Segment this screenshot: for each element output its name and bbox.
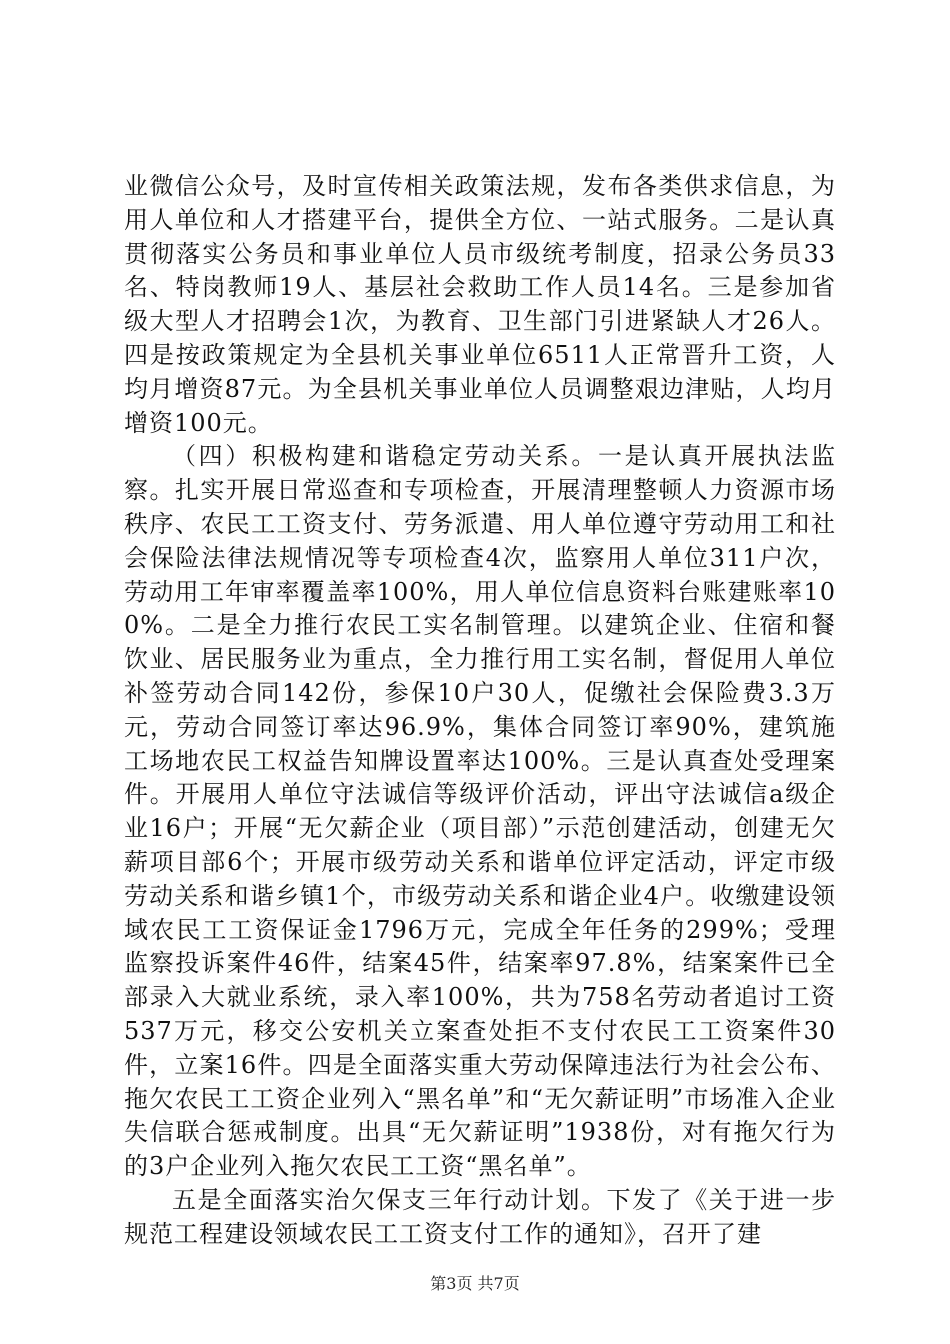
paragraph-labor-relations: （四）积极构建和谐稳定劳动关系。一是认真开展执法监察。扎实开展日常巡查和专项检查，开展清理整顿人力资源市场秩序、农民工工资支付、劳务派遣、用人单位遵守劳动用工和社会保险法律法规情况等专项检查4次，监察用人单位311户次，劳动用工年审率覆盖率100%，用人单位信息资料台账建账率100%。二是全力推行农民工实名制管理。以建筑企业、住宿和餐饮业、居民服务业为重点，全力推行用工实名制，督促用人单位补签劳动合同142份，参保10户30人，促缴社会保险费3.3万元，劳动合同签订率达96.9%，集体合同签订率90%，建筑施工场地农民工权益告知牌设置率达100%。三是认真查处受理案件。开展用人单位守法诚信等级评价活动，评出守法诚信a级企业16户；开展“无欠薪企业（项目部）”示范创建活动，创建无欠薪项目部6个；开展市级劳动关系和谐单位评定活动，评定市级劳动关系和谐乡镇1个，市级劳动关系和谐企业4户。收缴建设领域农民工工资保证金1796万元，完成全年任务的299%；受理监察投诉案件46件，结案45件，结案率97.8%，结案案件已全部录入大就业系统，录入率100%，共为758名劳动者追讨工资537万元，移交公安机关立案查处拒不支付农民工工资案件30件，立案16件。四是全面落实重大劳动保障违法行为社会公布、拖欠农民工工资企业列入“黑名单”和“无欠薪证明”市场准入企业失信联合惩戒制度。出具“无欠薪证明”1938份，对有拖欠行为的3户企业列入拖欠农民工工资“黑名单”。 [124,442,836,1181]
paragraph-wage-action-plan: 五是全面落实治欠保支三年行动计划。下发了《关于进一步规范工程建设领域农民工工资支付工作的通知》，召开了建 [124,1185,836,1248]
document-body [124,170,836,1252]
paragraph-continuation: 业微信公众号，及时宣传相关政策法规，发布各类供求信息，为用人单位和人才搭建平台，提供全方位、一站式服务。二是认真贯彻落实公务员和事业单位人员市级统考制度，招录公务员33名、特岗教师19人、基层社会救助工作人员14名。三是参加省级大型人才招聘会1次，为教育、卫生部门引进紧缺人才26人。四是按政策规定为全县机关事业单位6511人正常晋升工资，人均月增资87元。为全县机关事业单位人员调整艰边津贴，人均月增资100元。 [124,172,836,437]
page-footer: 第3页 共7页 [430,1274,520,1293]
